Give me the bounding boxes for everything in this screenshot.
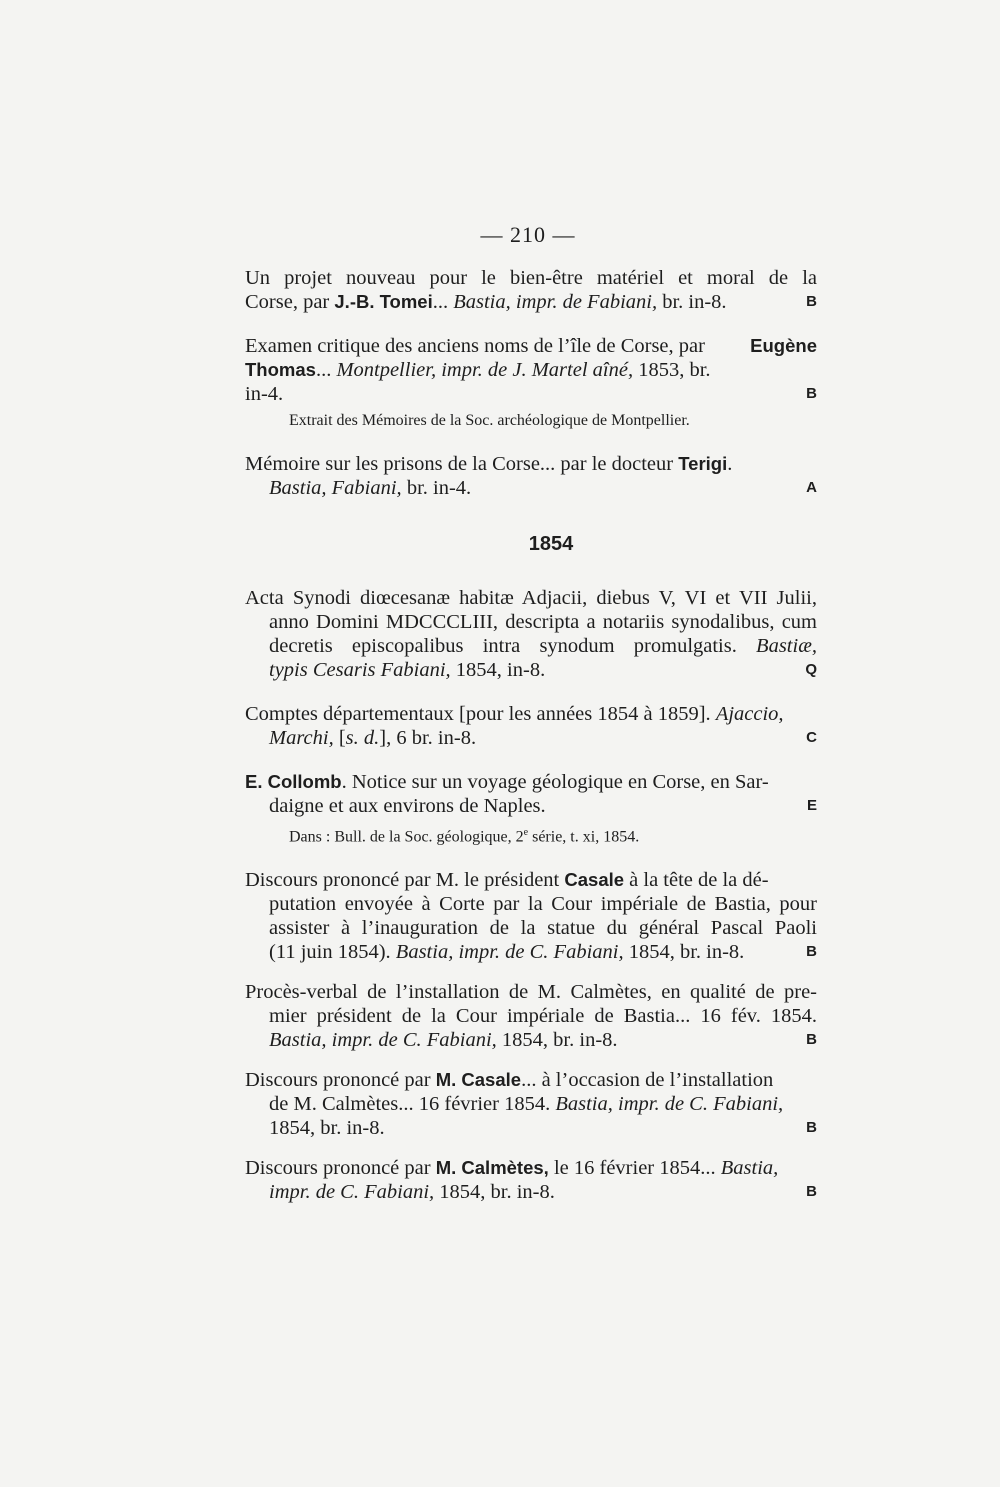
imprint: Montpellier, impr. de J. Martel aîné,	[336, 359, 634, 381]
entry-tomei	[245, 266, 817, 314]
entry-comptes	[245, 702, 817, 750]
library-code: B	[806, 385, 817, 402]
text: de M. Calmètes... 16 février 1854.	[269, 1093, 556, 1116]
author-name: M. Calmètes,	[435, 1157, 549, 1179]
library-code: Q	[805, 661, 817, 678]
entry-line	[245, 702, 817, 726]
entry-terigi	[245, 452, 817, 500]
text: Discours prononcé par	[245, 1157, 436, 1180]
library-code: B	[806, 1031, 817, 1049]
entry-line	[245, 1092, 817, 1116]
entry-line: 1854, br. in-8.	[269, 1117, 385, 1140]
imprint: Bastia, impr. de C. Fabiani,	[269, 1029, 497, 1052]
text: br. in-8.	[657, 291, 727, 313]
text: Discours prononcé par	[245, 1069, 436, 1092]
bibliography-page	[245, 266, 817, 1204]
text: Dans : Bull. de la Soc. géologique, 2	[289, 828, 524, 846]
text: 1854, br. in-8.	[434, 1181, 555, 1204]
imprint: Marchi,	[269, 727, 334, 749]
entry-line: in-4.	[245, 383, 284, 405]
text: [	[333, 727, 346, 749]
entry-line: Procès-verbal de l’installation de M. Calmètes, en qualité de pre-	[245, 981, 817, 1004]
entry-line	[245, 290, 817, 314]
entry-line: putation envoyée à Corte par la Cour impériale de Bastia, pour	[269, 893, 817, 916]
entry-acta	[245, 586, 817, 682]
entry-casale-2	[245, 1068, 817, 1140]
text: Examen critique des anciens noms de l’île de Corse, par	[245, 335, 711, 357]
text: .	[727, 453, 733, 475]
text: Corse, par	[245, 291, 335, 313]
text: le 16 février 1854...	[548, 1157, 721, 1180]
entry-line: anno Domini MDCCCLIII, descripta a notariis synodalibus, cum	[269, 611, 817, 633]
entry-casale-1	[245, 868, 817, 964]
library-code: B	[806, 1119, 817, 1137]
library-code: B	[806, 293, 817, 310]
entry-line	[245, 940, 817, 964]
library-code: B	[806, 943, 817, 961]
text: br. in-4.	[401, 477, 472, 499]
entry-line	[245, 1180, 817, 1204]
entry-line	[245, 1156, 817, 1180]
imprint: Bastia, impr. de Fabiani,	[453, 291, 658, 313]
entry-calmetes	[245, 1156, 817, 1204]
text: à la tête de la dé-	[624, 869, 769, 892]
entry-line	[245, 770, 817, 794]
imprint: typis Cesaris Fabiani,	[269, 659, 451, 681]
entry-line: Un projet nouveau pour le bien-être matériel et moral de la	[245, 267, 817, 289]
author-name: J.-B. Tomei	[334, 291, 433, 312]
entry-line: mier président de la Cour impériale de Bastia... 16 fév. 1854.	[269, 1005, 817, 1028]
entry-line	[245, 452, 817, 476]
text: Discours prononcé par M. le président	[245, 869, 565, 892]
text: . Notice sur un voyage géologique en Corse, en Sar-	[341, 771, 769, 793]
library-code: C	[806, 729, 817, 746]
author-name: E. Collomb	[245, 771, 342, 792]
entry-note: Extrait des Mémoires de la Soc. archéologique de Montpellier.	[289, 412, 690, 429]
imprint: Bastia, Fabiani,	[269, 477, 402, 499]
author-name: Eugène	[750, 335, 817, 356]
library-code: A	[806, 479, 817, 496]
entry-line	[245, 726, 817, 750]
entry-calmetes-proces-verbal	[245, 980, 817, 1052]
entry-line: Acta Synodi diœcesanæ habitæ Adjacii, diebus V, VI et VII Julii,	[245, 587, 817, 609]
entry-line	[245, 358, 817, 382]
entry-collomb	[245, 770, 817, 818]
entry-line	[245, 334, 817, 358]
entry-line: daigne et aux environs de Naples.	[269, 795, 546, 817]
text: ...	[315, 359, 337, 381]
entry-line	[245, 1068, 817, 1092]
text: série, t. xi, 1854.	[528, 828, 640, 846]
imprint: Bastia, impr. de C. Fabiani,	[555, 1093, 784, 1116]
author-name: Terigi	[678, 453, 728, 474]
text: 1854, br. in-8.	[496, 1029, 618, 1052]
text: ...	[432, 291, 454, 313]
imprint: Bastia,	[720, 1157, 779, 1180]
entry-line	[245, 658, 817, 682]
text: ... à l’occasion de l’installation	[521, 1069, 774, 1092]
text: 1854, br. in-8.	[623, 941, 745, 964]
library-code: B	[806, 1183, 817, 1201]
imprint: Bastia, impr. de C. Fabiani,	[395, 941, 624, 964]
text: 1854, in-8.	[450, 659, 546, 681]
author-name: Thomas	[245, 359, 316, 380]
entry-line	[245, 868, 817, 892]
imprint: Bastiæ,	[756, 635, 817, 657]
imprint: s. d.	[345, 727, 380, 749]
page-number: — 210 —	[480, 222, 576, 247]
text: Mémoire sur les prisons de la Corse... par le docteur	[245, 453, 679, 475]
text: decretis episcopalibus intra synodum promulgatis.	[269, 635, 757, 657]
entry-thomas	[245, 334, 817, 406]
imprint: Ajaccio,	[715, 703, 784, 725]
text: Comptes départementaux [pour les années 1854 à 1859].	[245, 703, 716, 725]
entry-line	[245, 634, 817, 658]
author-name: Casale	[564, 869, 625, 891]
entry-line	[245, 476, 817, 500]
text: ], 6 br. in-8.	[379, 727, 477, 749]
library-code: E	[806, 797, 817, 814]
entry-note	[245, 822, 817, 848]
year-heading: 1854	[528, 533, 574, 555]
text: 1853, br.	[633, 359, 711, 381]
entry-line	[245, 1028, 817, 1052]
entry-line: assister à l’inauguration de la statue du général Pascal Paoli	[269, 917, 817, 940]
text: e	[523, 827, 529, 838]
text: (11 juin 1854).	[269, 941, 396, 964]
author-name: M. Casale	[435, 1069, 522, 1091]
imprint: impr. de C. Fabiani,	[269, 1181, 435, 1204]
